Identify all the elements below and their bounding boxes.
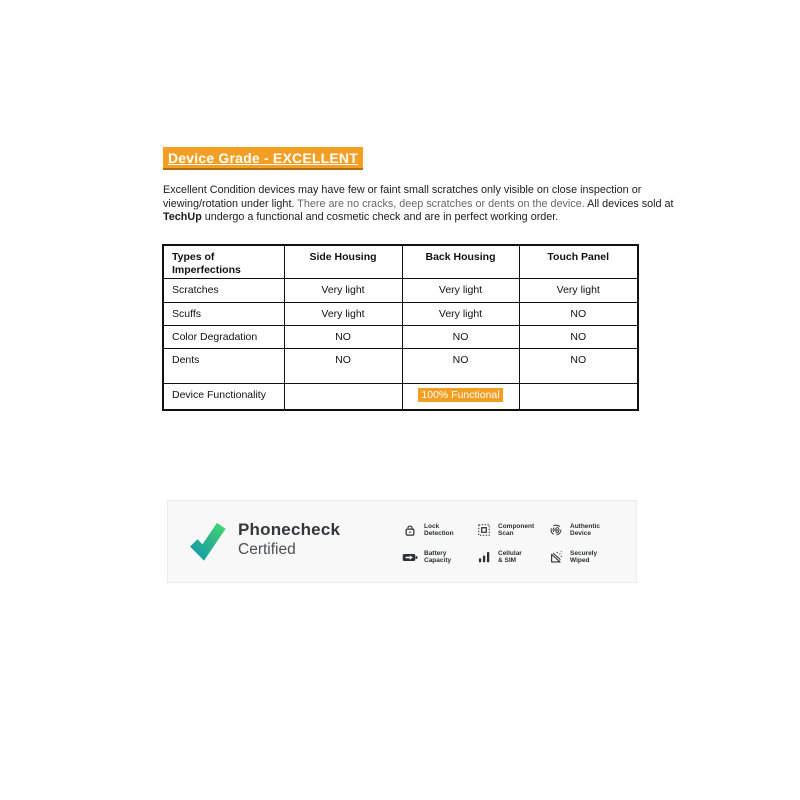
table-header-cell: Side Housing	[284, 245, 402, 279]
table-cell: NO	[519, 326, 638, 349]
feature-label: Authentic Device	[570, 522, 600, 537]
feature-label: Securely Wiped	[570, 549, 598, 564]
table-header-row	[163, 245, 638, 279]
phonecheck-wordmark	[238, 520, 340, 559]
table-row	[163, 349, 638, 384]
text-segment: viewing/rotation under light.	[163, 197, 298, 210]
condition-description	[163, 184, 723, 225]
table-cell: Very light	[519, 279, 638, 303]
table-cell: NO	[402, 349, 519, 384]
table-cell: Very light	[402, 303, 519, 326]
table-cell: NO	[284, 326, 402, 349]
feature-battery-capacity	[402, 544, 476, 570]
feature-label: Battery Capacity	[424, 549, 452, 564]
table-row	[163, 326, 638, 349]
lock-icon	[402, 523, 418, 537]
feature-component-scan	[476, 517, 548, 543]
table-header-cell: Types of Imperfections	[163, 245, 284, 279]
phonecheck-certified-label: Certified	[238, 541, 296, 558]
battery-icon	[402, 552, 418, 563]
text-segment-muted: There are no cracks, deep scratches or dents on the device.	[297, 197, 585, 210]
brand-name-inline: TechUp	[163, 211, 202, 224]
component-scan-icon	[476, 523, 492, 537]
table-cell: Color Degradation	[163, 326, 284, 349]
feature-authentic-device	[548, 517, 620, 543]
text-segment: Excellent Condition devices may have few or faint small scratches only visible on close inspection or	[163, 184, 642, 196]
table-cell: NO	[284, 349, 402, 384]
table-header-cell: Touch Panel	[519, 245, 638, 279]
table-cell: Dents	[163, 349, 284, 384]
description-line	[163, 184, 723, 198]
feature-securely-wiped	[548, 544, 620, 570]
table-header-cell: Back Housing	[402, 245, 519, 279]
description-line	[163, 198, 723, 212]
feature-cellular-sim	[476, 544, 548, 570]
table-cell: NO	[519, 349, 638, 384]
feature-label: Lock Detection	[424, 522, 454, 537]
feature-lock-detection	[402, 517, 476, 543]
imperfections-table	[162, 244, 639, 411]
table-cell: Very light	[284, 303, 402, 326]
phonecheck-check-icon	[189, 518, 227, 569]
functional-highlight: 100% Functional	[418, 388, 502, 402]
table-cell: Scratches	[163, 279, 284, 303]
signal-bars-icon	[476, 550, 492, 564]
table-row	[163, 279, 638, 303]
table-row	[163, 384, 638, 410]
table-cell: Very light	[402, 279, 519, 303]
wipe-icon	[548, 550, 564, 564]
table-cell	[402, 384, 519, 410]
device-grade-heading: Device Grade - EXCELLENT	[163, 147, 363, 170]
phonecheck-brand-label: Phonecheck	[238, 520, 341, 539]
phonecheck-badge	[167, 500, 637, 583]
table-row	[163, 303, 638, 326]
table-cell	[519, 384, 638, 410]
text-segment: All devices sold at	[584, 197, 674, 210]
certification-features	[402, 517, 620, 570]
fingerprint-icon	[548, 523, 564, 537]
feature-label: Component Scan	[498, 522, 535, 537]
text-segment: undergo a functional and cosmetic check and are in perfect working order.	[201, 211, 559, 224]
table-cell: Very light	[284, 279, 402, 303]
table-cell: Device Functionality	[163, 384, 284, 410]
table-cell: NO	[519, 303, 638, 326]
feature-label: Cellular & SIM	[498, 549, 522, 564]
table-cell: NO	[402, 326, 519, 349]
table-cell: Scuffs	[163, 303, 284, 326]
table-cell	[284, 384, 402, 410]
description-line	[163, 211, 723, 225]
